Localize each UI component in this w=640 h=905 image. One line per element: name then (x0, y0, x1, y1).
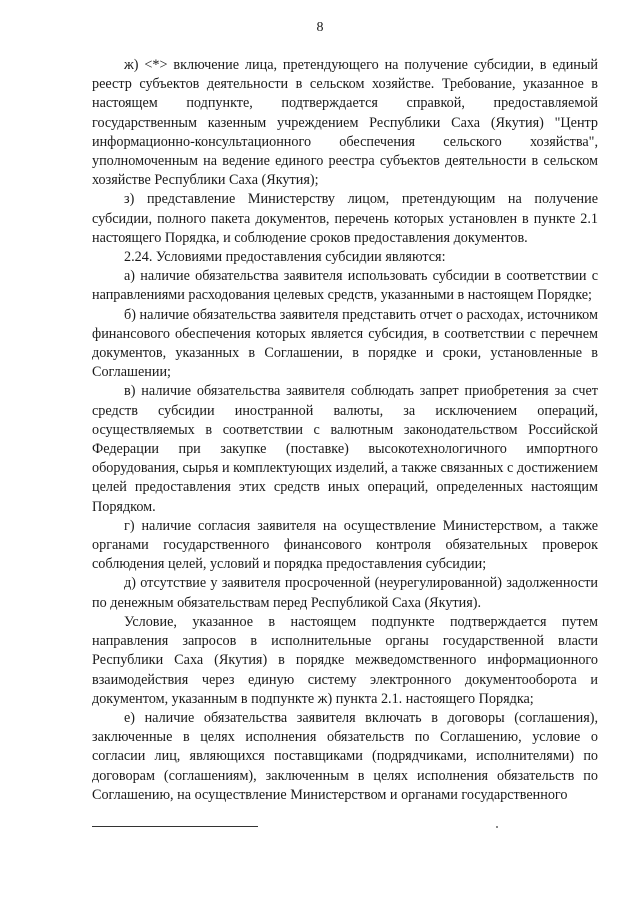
paragraph-v: в) наличие обязательства заявителя соблюдать запрет приобретения за счет средств субсидии иностранной валюты, за исключением операций, осуществляемых в соответствии с валютным законодательством Российской Федерации при закупке (поставке) высокотехнологичного импортного оборудования, сырья и комплектующих изделий, а также связанных с достижением целей предоставления этих средств иных операций, определенных настоящим Порядком. (92, 383, 598, 515)
document-body (92, 56, 598, 805)
footnote-separator (92, 826, 258, 827)
paragraph-z: з) представление Министерству лицом, претендующим на получение субсидии, полного пакета документов, перечень которых установлен в пункте 2.1 настоящего Порядка, и соблюдение сроков предоставления документов. (92, 191, 598, 246)
paragraph-a: а) наличие обязательства заявителя использовать субсидии в соответствии с направлениями расходования целевых средств, указанными в настоящем Порядке; (92, 268, 598, 304)
paragraph-d: д) отсутствие у заявителя просроченной (неурегулированной) задолженности по денежным обязательствам перед Республикой Саха (Якутия). (92, 575, 598, 611)
page-number: 8 (316, 20, 324, 35)
paragraph-zh: ж) <*> включение лица, претендующего на получение субсидии, в единый реестр субъектов деятельности в сельском хозяйстве. Требование, указанное в настоящем подпункте, подтверждается справкой, предоставляемой государственным казенным учреждением Республики Саха (Якутия) "Центр информационно-консультационного обеспечения сельского хозяйства", уполномоченным на ведение единого реестра субъектов деятельности в сельском хозяйстве Республики Саха (Якутия); (92, 57, 598, 189)
scan-speck (496, 826, 498, 828)
paragraph-condition: Условие, указанное в настоящем подпункте подтверждается путем направления запросов в исполнительные органы государственной власти Республики Саха (Якутия) в порядке межведомственного информационного взаимодействия через единую систему электронного документооборота и документом, указанным в подпункте ж) пункта 2.1. настоящего Порядка; (92, 613, 598, 707)
paragraph-e: е) наличие обязательства заявителя включать в договоры (соглашения), заключенные в целях исполнения обязательств по Соглашению, условие о согласии лиц, являющихся поставщиками (подрядчиками, исполнителями) по договорам (соглашениям), заключенным в целях исполнения обязательств по Соглашению, на осуществление Министерством и органами государственного (92, 709, 598, 803)
section-heading-2-24: 2.24. Условиями предоставления субсидии являются: (124, 249, 446, 266)
paragraph-b: б) наличие обязательства заявителя представить отчет о расходах, источником финансового обеспечения которых является субсидия, в соответствии с перечнем документов, указанных в Соглашении, в порядке и сроки, установленные в Соглашении; (92, 306, 598, 381)
paragraph-g: г) наличие согласия заявителя на осуществление Министерством, а также органами государственного финансового контроля обязательных проверок соблюдения целей, условий и порядка предоставления субсидии; (92, 517, 598, 573)
